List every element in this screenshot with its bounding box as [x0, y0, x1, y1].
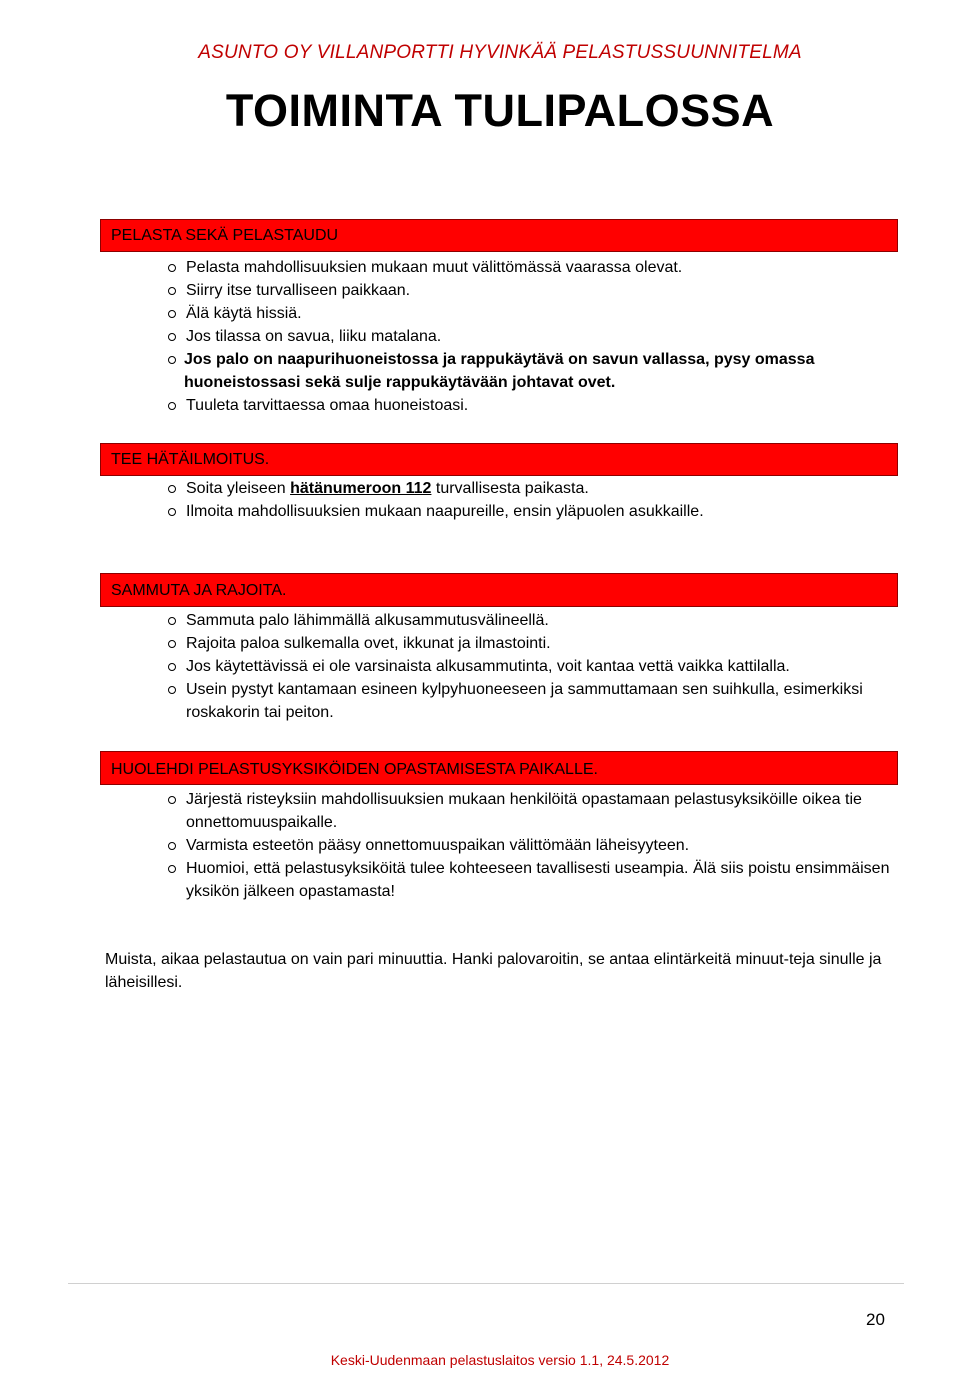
- section-heading-bar: [100, 573, 898, 607]
- list-item: Varmista esteetön pääsy onnettomuuspaikan välittömään läheisyyteen.: [0, 834, 926, 857]
- footer-text: Keski-Uudenmaan pelastuslaitos versio 1.1, 24.5.2012: [330, 1352, 670, 1368]
- bullet-list: [0, 788, 926, 903]
- bullet-icon: [168, 356, 176, 364]
- list-item: Järjestä risteyksiin mahdollisuuksien mukaan henkilöitä opastamaan pelastusyksiköille oikea tie onnettomuuspaikalle.: [0, 788, 926, 834]
- section-heading-bar: [100, 219, 898, 252]
- bullet-icon: [168, 402, 176, 410]
- page-title: TOIMINTA TULIPALOSSA: [225, 85, 775, 136]
- bullet-list: [0, 256, 926, 417]
- section-heading: PELASTA SEKÄ PELASTAUDU: [111, 227, 339, 244]
- list-item: Älä käytä hissiä.: [0, 302, 926, 325]
- footer-divider: [68, 1283, 904, 1284]
- bullet-icon: [168, 663, 176, 671]
- section-heading-bar: [100, 443, 898, 476]
- list-item: Jos käytettävissä ei ole varsinaista alkusammutinta, voit kantaa vettä vaikka kattilalla.: [0, 655, 926, 678]
- bullet-icon: [168, 842, 176, 850]
- section-heading-bar: [100, 751, 898, 785]
- list-item: Huomioi, että pelastusyksiköitä tulee kohteeseen tavallisesti useampia. Älä siis poistu ensimmäisen yksikön jälkeen opastamasta!: [0, 857, 926, 903]
- bullet-icon: [168, 310, 176, 318]
- list-item: Jos palo on naapurihuoneistossa ja rappukäytävä on savun vallassa, pysy omassa huoneistossasi sekä sulje rappukäytävään johtavat ovet.: [0, 348, 926, 394]
- page-number: 20: [866, 1310, 885, 1329]
- list-item: Soita yleiseen hätänumeroon 112 turvallisesta paikasta.: [0, 477, 926, 500]
- list-item: Rajoita paloa sulkemalla ovet, ikkunat ja ilmastointi.: [0, 632, 926, 655]
- list-item: Usein pystyt kantamaan esineen kylpyhuoneeseen ja sammuttamaan sen suihkulla, esimerkiksi roskakorin tai peiton.: [0, 678, 926, 724]
- bullet-icon: [168, 264, 176, 272]
- list-item: Siirry itse turvalliseen paikkaan.: [0, 279, 926, 302]
- bullet-icon: [168, 796, 176, 804]
- bullet-list: [0, 609, 926, 724]
- bullet-icon: [168, 485, 176, 493]
- bullet-icon: [168, 640, 176, 648]
- section-heading: TEE HÄTÄILMOITUS.: [111, 451, 270, 468]
- list-item: Tuuleta tarvittaessa omaa huoneistoasi.: [0, 394, 926, 417]
- list-item: Sammuta palo lähimmällä alkusammutusvälineellä.: [0, 609, 926, 632]
- reminder-note: Muista, aikaa pelastautua on vain pari minuuttia. Hanki palovaroitin, se antaa elintärkeitä minuut-teja sinulle ja läheisillesi.: [105, 951, 882, 991]
- bullet-icon: [168, 508, 176, 516]
- document-header-title: ASUNTO OY VILLANPORTTI HYVINKÄÄ PELASTUSSUUNNITELMA: [198, 42, 802, 63]
- bullet-icon: [168, 333, 176, 341]
- bullet-icon: [168, 287, 176, 295]
- bullet-list: [0, 477, 926, 523]
- list-item: Ilmoita mahdollisuuksien mukaan naapureille, ensin yläpuolen asukkaille.: [0, 500, 926, 523]
- emergency-number: hätänumeroon 112: [290, 480, 432, 497]
- section-heading: SAMMUTA JA RAJOITA.: [111, 582, 287, 599]
- list-item: Jos tilassa on savua, liiku matalana.: [0, 325, 926, 348]
- bullet-icon: [168, 617, 176, 625]
- list-item: Pelasta mahdollisuuksien mukaan muut välittömässä vaarassa olevat.: [0, 256, 926, 279]
- bullet-icon: [168, 865, 176, 873]
- bullet-icon: [168, 686, 176, 694]
- section-heading: HUOLEHDI PELASTUSYKSIKÖIDEN OPASTAMISESTA PAIKALLE.: [111, 761, 598, 778]
